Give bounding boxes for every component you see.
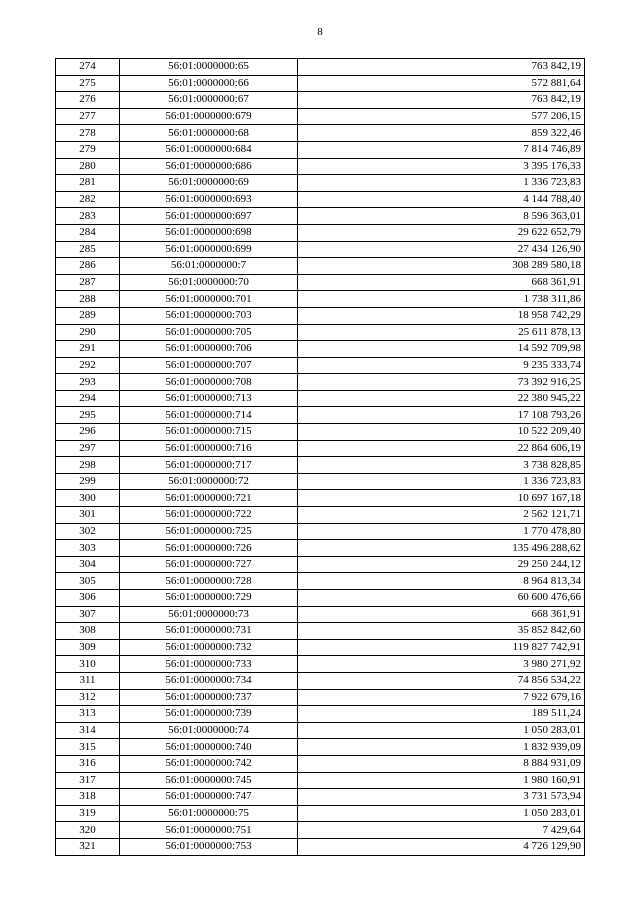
table-row	[56, 755, 585, 772]
cadastral-number-cell: 56:01:0000000:73	[120, 606, 298, 623]
cadastral-number-cell: 56:01:0000000:703	[120, 307, 298, 324]
row-number-cell: 317	[56, 772, 120, 789]
table-row	[56, 623, 585, 640]
row-number-cell: 274	[56, 59, 120, 76]
cadastral-value-cell: 22 864 606,19	[298, 440, 585, 457]
row-number-cell: 307	[56, 606, 120, 623]
cadastral-value-cell: 73 392 916,25	[298, 374, 585, 391]
table-row	[56, 224, 585, 241]
cadastral-value-cell: 10 522 209,40	[298, 424, 585, 441]
row-number-cell: 319	[56, 805, 120, 822]
cadastral-number-cell: 56:01:0000000:737	[120, 689, 298, 706]
table-row	[56, 689, 585, 706]
row-number-cell: 283	[56, 208, 120, 225]
table-row	[56, 274, 585, 291]
row-number-cell: 297	[56, 440, 120, 457]
cadastral-value-cell: 27 434 126,90	[298, 241, 585, 258]
cadastral-number-cell: 56:01:0000000:708	[120, 374, 298, 391]
row-number-cell: 278	[56, 125, 120, 142]
cadastral-value-cell: 8 596 363,01	[298, 208, 585, 225]
cadastral-value-cell: 577 206,15	[298, 108, 585, 125]
table-body	[56, 59, 585, 856]
table-row	[56, 208, 585, 225]
row-number-cell: 281	[56, 175, 120, 192]
cadastral-number-cell: 56:01:0000000:701	[120, 291, 298, 308]
cadastral-value-table	[55, 58, 585, 856]
cadastral-value-cell: 859 322,46	[298, 125, 585, 142]
table-row	[56, 108, 585, 125]
cadastral-value-cell: 29 250 244,12	[298, 556, 585, 573]
row-number-cell: 298	[56, 457, 120, 474]
cadastral-value-cell: 668 361,91	[298, 606, 585, 623]
cadastral-value-cell: 3 395 176,33	[298, 158, 585, 175]
cadastral-number-cell: 56:01:0000000:7	[120, 258, 298, 275]
cadastral-value-cell: 4 144 788,40	[298, 191, 585, 208]
cadastral-number-cell: 56:01:0000000:742	[120, 755, 298, 772]
row-number-cell: 275	[56, 75, 120, 92]
table-row	[56, 191, 585, 208]
cadastral-number-cell: 56:01:0000000:68	[120, 125, 298, 142]
row-number-cell: 316	[56, 755, 120, 772]
cadastral-number-cell: 56:01:0000000:66	[120, 75, 298, 92]
cadastral-number-cell: 56:01:0000000:716	[120, 440, 298, 457]
row-number-cell: 309	[56, 639, 120, 656]
cadastral-number-cell: 56:01:0000000:731	[120, 623, 298, 640]
row-number-cell: 311	[56, 672, 120, 689]
table-row	[56, 324, 585, 341]
table-row	[56, 838, 585, 855]
table-row	[56, 540, 585, 557]
table-row	[56, 507, 585, 524]
row-number-cell: 310	[56, 656, 120, 673]
cadastral-value-cell: 7 922 679,16	[298, 689, 585, 706]
table-row	[56, 75, 585, 92]
row-number-cell: 291	[56, 341, 120, 358]
cadastral-value-cell: 1 738 311,86	[298, 291, 585, 308]
table-row	[56, 307, 585, 324]
cadastral-number-cell: 56:01:0000000:705	[120, 324, 298, 341]
row-number-cell: 288	[56, 291, 120, 308]
cadastral-number-cell: 56:01:0000000:727	[120, 556, 298, 573]
table-row	[56, 772, 585, 789]
row-number-cell: 285	[56, 241, 120, 258]
table-row	[56, 440, 585, 457]
cadastral-value-cell: 1 050 283,01	[298, 722, 585, 739]
cadastral-number-cell: 56:01:0000000:72	[120, 473, 298, 490]
row-number-cell: 315	[56, 739, 120, 756]
row-number-cell: 314	[56, 722, 120, 739]
table-row	[56, 407, 585, 424]
cadastral-value-cell: 14 592 709,98	[298, 341, 585, 358]
table-row	[56, 590, 585, 607]
cadastral-value-cell: 119 827 742,91	[298, 639, 585, 656]
row-number-cell: 306	[56, 590, 120, 607]
cadastral-number-cell: 56:01:0000000:732	[120, 639, 298, 656]
cadastral-value-cell: 135 496 288,62	[298, 540, 585, 557]
cadastral-value-cell: 1 336 723,83	[298, 473, 585, 490]
row-number-cell: 313	[56, 706, 120, 723]
cadastral-value-cell: 1 770 478,80	[298, 523, 585, 540]
table-row	[56, 457, 585, 474]
table-row	[56, 374, 585, 391]
cadastral-value-cell: 29 622 652,79	[298, 224, 585, 241]
table-row	[56, 789, 585, 806]
cadastral-value-cell: 2 562 121,71	[298, 507, 585, 524]
table-row	[56, 158, 585, 175]
row-number-cell: 301	[56, 507, 120, 524]
row-number-cell: 290	[56, 324, 120, 341]
cadastral-value-cell: 22 380 945,22	[298, 390, 585, 407]
row-number-cell: 282	[56, 191, 120, 208]
table-row	[56, 706, 585, 723]
cadastral-number-cell: 56:01:0000000:697	[120, 208, 298, 225]
table-row	[56, 241, 585, 258]
cadastral-value-cell: 572 881,64	[298, 75, 585, 92]
row-number-cell: 299	[56, 473, 120, 490]
table-row	[56, 822, 585, 839]
cadastral-number-cell: 56:01:0000000:65	[120, 59, 298, 76]
row-number-cell: 320	[56, 822, 120, 839]
table-row	[56, 258, 585, 275]
cadastral-number-cell: 56:01:0000000:686	[120, 158, 298, 175]
cadastral-value-cell: 7 814 746,89	[298, 141, 585, 158]
table-row	[56, 606, 585, 623]
row-number-cell: 294	[56, 390, 120, 407]
cadastral-number-cell: 56:01:0000000:679	[120, 108, 298, 125]
row-number-cell: 303	[56, 540, 120, 557]
cadastral-number-cell: 56:01:0000000:699	[120, 241, 298, 258]
cadastral-value-cell: 10 697 167,18	[298, 490, 585, 507]
table-row	[56, 573, 585, 590]
cadastral-value-cell: 308 289 580,18	[298, 258, 585, 275]
cadastral-number-cell: 56:01:0000000:714	[120, 407, 298, 424]
row-number-cell: 318	[56, 789, 120, 806]
table-row	[56, 639, 585, 656]
row-number-cell: 300	[56, 490, 120, 507]
table-row	[56, 424, 585, 441]
cadastral-value-cell: 8 964 813,34	[298, 573, 585, 590]
row-number-cell: 284	[56, 224, 120, 241]
row-number-cell: 287	[56, 274, 120, 291]
cadastral-number-cell: 56:01:0000000:753	[120, 838, 298, 855]
cadastral-value-cell: 3 980 271,92	[298, 656, 585, 673]
cadastral-value-cell: 4 726 129,90	[298, 838, 585, 855]
cadastral-number-cell: 56:01:0000000:747	[120, 789, 298, 806]
table-row	[56, 125, 585, 142]
table-row	[56, 341, 585, 358]
cadastral-number-cell: 56:01:0000000:721	[120, 490, 298, 507]
table-row	[56, 59, 585, 76]
cadastral-number-cell: 56:01:0000000:717	[120, 457, 298, 474]
row-number-cell: 280	[56, 158, 120, 175]
row-number-cell: 312	[56, 689, 120, 706]
cadastral-number-cell: 56:01:0000000:706	[120, 341, 298, 358]
row-number-cell: 286	[56, 258, 120, 275]
row-number-cell: 305	[56, 573, 120, 590]
cadastral-number-cell: 56:01:0000000:751	[120, 822, 298, 839]
row-number-cell: 304	[56, 556, 120, 573]
row-number-cell: 302	[56, 523, 120, 540]
table-row	[56, 672, 585, 689]
cadastral-number-cell: 56:01:0000000:693	[120, 191, 298, 208]
table-row	[56, 291, 585, 308]
cadastral-value-cell: 3 731 573,94	[298, 789, 585, 806]
cadastral-number-cell: 56:01:0000000:728	[120, 573, 298, 590]
cadastral-value-cell: 35 852 842,60	[298, 623, 585, 640]
cadastral-number-cell: 56:01:0000000:70	[120, 274, 298, 291]
cadastral-value-cell: 1 980 160,91	[298, 772, 585, 789]
table-row	[56, 556, 585, 573]
cadastral-value-cell: 18 958 742,29	[298, 307, 585, 324]
table-row	[56, 739, 585, 756]
table-row	[56, 390, 585, 407]
cadastral-number-cell: 56:01:0000000:715	[120, 424, 298, 441]
row-number-cell: 292	[56, 357, 120, 374]
table-row	[56, 722, 585, 739]
cadastral-number-cell: 56:01:0000000:707	[120, 357, 298, 374]
cadastral-value-cell: 25 611 878,13	[298, 324, 585, 341]
cadastral-value-cell: 668 361,91	[298, 274, 585, 291]
table-row	[56, 175, 585, 192]
cadastral-value-cell: 8 884 931,09	[298, 755, 585, 772]
table-row	[56, 656, 585, 673]
cadastral-value-cell: 74 856 534,22	[298, 672, 585, 689]
cadastral-value-cell: 763 842,19	[298, 59, 585, 76]
row-number-cell: 277	[56, 108, 120, 125]
cadastral-number-cell: 56:01:0000000:69	[120, 175, 298, 192]
cadastral-value-cell: 1 336 723,83	[298, 175, 585, 192]
table-row	[56, 357, 585, 374]
cadastral-number-cell: 56:01:0000000:733	[120, 656, 298, 673]
cadastral-number-cell: 56:01:0000000:684	[120, 141, 298, 158]
table-row	[56, 473, 585, 490]
row-number-cell: 289	[56, 307, 120, 324]
cadastral-value-cell: 1 832 939,09	[298, 739, 585, 756]
cadastral-value-cell: 60 600 476,66	[298, 590, 585, 607]
page-number: 8	[317, 26, 323, 38]
cadastral-number-cell: 56:01:0000000:739	[120, 706, 298, 723]
cadastral-number-cell: 56:01:0000000:725	[120, 523, 298, 540]
table-row	[56, 92, 585, 109]
row-number-cell: 296	[56, 424, 120, 441]
cadastral-number-cell: 56:01:0000000:698	[120, 224, 298, 241]
row-number-cell: 293	[56, 374, 120, 391]
cadastral-value-cell: 763 842,19	[298, 92, 585, 109]
table-row	[56, 523, 585, 540]
cadastral-value-cell: 3 738 828,85	[298, 457, 585, 474]
table-row	[56, 805, 585, 822]
cadastral-value-cell: 17 108 793,26	[298, 407, 585, 424]
table-row	[56, 490, 585, 507]
cadastral-number-cell: 56:01:0000000:745	[120, 772, 298, 789]
row-number-cell: 279	[56, 141, 120, 158]
cadastral-value-cell: 7 429,64	[298, 822, 585, 839]
cadastral-number-cell: 56:01:0000000:74	[120, 722, 298, 739]
cadastral-value-cell: 189 511,24	[298, 706, 585, 723]
cadastral-number-cell: 56:01:0000000:722	[120, 507, 298, 524]
row-number-cell: 321	[56, 838, 120, 855]
row-number-cell: 276	[56, 92, 120, 109]
cadastral-number-cell: 56:01:0000000:713	[120, 390, 298, 407]
cadastral-number-cell: 56:01:0000000:75	[120, 805, 298, 822]
table-row	[56, 141, 585, 158]
cadastral-value-cell: 1 050 283,01	[298, 805, 585, 822]
cadastral-value-cell: 9 235 333,74	[298, 357, 585, 374]
cadastral-number-cell: 56:01:0000000:729	[120, 590, 298, 607]
cadastral-number-cell: 56:01:0000000:726	[120, 540, 298, 557]
cadastral-number-cell: 56:01:0000000:740	[120, 739, 298, 756]
row-number-cell: 308	[56, 623, 120, 640]
cadastral-number-cell: 56:01:0000000:67	[120, 92, 298, 109]
cadastral-number-cell: 56:01:0000000:734	[120, 672, 298, 689]
row-number-cell: 295	[56, 407, 120, 424]
